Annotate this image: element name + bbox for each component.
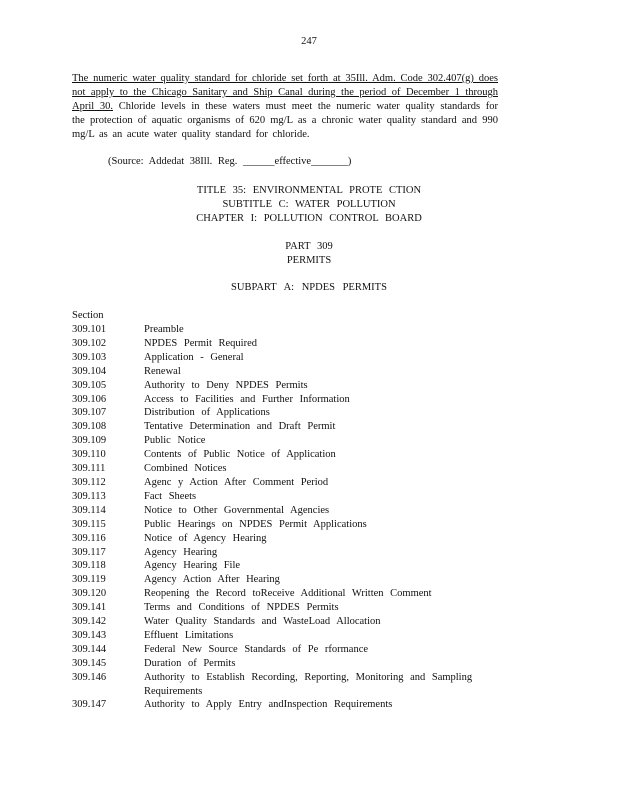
section-number: 309.145 xyxy=(72,657,107,669)
toc-row xyxy=(72,462,492,476)
section-number: 309.108 xyxy=(72,421,107,433)
section-number: 309.111 xyxy=(72,463,106,475)
section-title: Application - General xyxy=(144,351,244,363)
section-number: 309.115 xyxy=(72,518,106,530)
section-title: Federal New Source Standards of Pe rformance xyxy=(144,643,369,655)
section-title: Public Hearings on NPDES Permit Applications xyxy=(144,518,367,530)
intro-text: Chloride levels in these waters must meet the numeric water quality standards for the protection of aquatic organisms of 620 mg/L as a chronic water quality standard and 990 mg/L as an acute water quality standard for chloride. xyxy=(72,101,498,140)
section-number: 309.143 xyxy=(72,629,107,641)
toc-row xyxy=(72,601,492,615)
section-title: Agency Hearing xyxy=(144,546,218,558)
toc-row xyxy=(72,490,492,504)
toc-row xyxy=(72,365,492,379)
chapter-line: CHAPTER I: POLLUTION CONTROL BOARD xyxy=(196,213,422,224)
section-number: 309.142 xyxy=(72,616,107,628)
toc-row xyxy=(72,615,492,629)
section-title: Reopening the Record toReceive Additional Written Comment xyxy=(144,588,432,600)
section-number: 309.105 xyxy=(72,379,107,391)
section-number: 309.104 xyxy=(72,365,107,377)
section-column-label: Section xyxy=(72,310,104,321)
subpart-heading: SUBPART A: NPDES PERMITS xyxy=(231,282,387,293)
section-number: 309.107 xyxy=(72,407,107,419)
section-title: Terms and Conditions of NPDES Permits xyxy=(144,602,339,614)
section-number: 309.103 xyxy=(72,351,107,363)
subtitle-line: SUBTITLE C: WATER POLLUTION xyxy=(222,199,396,210)
toc-row xyxy=(72,559,492,573)
section-number: 309.102 xyxy=(72,337,107,349)
section-title: Combined Notices xyxy=(144,463,227,475)
section-number: 309.113 xyxy=(72,490,106,502)
toc-row xyxy=(72,448,492,462)
section-title: Authority to Apply Entry andInspection Requirements xyxy=(144,699,393,711)
section-number: 309.109 xyxy=(72,435,107,447)
section-number: 309.117 xyxy=(72,546,106,558)
section-title: Authority to Deny NPDES Permits xyxy=(144,379,308,391)
toc-row xyxy=(72,337,492,351)
toc-row xyxy=(72,657,492,671)
section-title: Notice to Other Governmental Agencies xyxy=(144,504,330,516)
toc-row xyxy=(72,532,492,546)
section-title: Agency Hearing File xyxy=(144,560,241,572)
toc-row xyxy=(72,323,492,337)
toc-row xyxy=(72,420,492,434)
toc-row xyxy=(72,434,492,448)
toc-row xyxy=(72,643,492,657)
toc-row xyxy=(72,393,492,407)
table-of-contents xyxy=(72,323,492,712)
toc-row xyxy=(72,698,492,712)
part-heading-block xyxy=(0,240,618,268)
part-number: PART 309 xyxy=(285,241,333,252)
section-title: Duration of Permits xyxy=(144,657,236,669)
section-title: Renewal xyxy=(144,365,181,377)
section-number: 309.147 xyxy=(72,699,107,711)
section-number: 309.112 xyxy=(72,476,106,488)
section-number: 309.120 xyxy=(72,588,107,600)
section-number: 309.106 xyxy=(72,393,107,405)
part-name: PERMITS xyxy=(286,255,332,266)
section-title: Notice of Agency Hearing xyxy=(144,532,267,544)
title-line: TITLE 35: ENVIRONMENTAL PROTE CTION xyxy=(196,185,422,196)
page-number: 247 xyxy=(301,36,317,47)
toc-row xyxy=(72,629,492,643)
section-number: 309.110 xyxy=(72,449,106,461)
section-title: Fact Sheets xyxy=(144,490,197,502)
section-title: Preamble xyxy=(144,324,184,335)
toc-row xyxy=(72,671,492,699)
toc-row xyxy=(72,546,492,560)
section-number: 309.146 xyxy=(72,671,107,683)
section-number: 309.119 xyxy=(72,574,106,586)
toc-row xyxy=(72,406,492,420)
intro-paragraph xyxy=(72,72,498,142)
amended-text-underlined: The numeric water quality standard for chloride set forth at 35Ill. Adm. Code 302.407(g) does not apply to the Chicago Sanitary and Ship Canal during the period of December 1 through April 30. xyxy=(72,73,498,112)
toc-row xyxy=(72,379,492,393)
section-number: 309.101 xyxy=(72,324,107,335)
section-number: 309.114 xyxy=(72,504,106,516)
section-number: 309.116 xyxy=(72,532,106,544)
toc-row xyxy=(72,573,492,587)
title-heading-block xyxy=(0,184,618,226)
section-title: NPDES Permit Required xyxy=(144,337,257,349)
toc-row xyxy=(72,476,492,490)
section-title: Agenc y Action After Comment Period xyxy=(144,476,329,488)
section-title: Agency Action After Hearing xyxy=(144,574,280,586)
section-title: Distribution of Applications xyxy=(144,407,270,419)
section-title: Public Notice xyxy=(144,435,206,447)
section-title: Water Quality Standards and WasteLoad Allocation xyxy=(144,616,381,628)
section-number: 309.141 xyxy=(72,602,107,614)
toc-row xyxy=(72,587,492,601)
source-note: (Source: Addedat 38Ill. Reg. ______effective_______) xyxy=(108,156,352,167)
toc-row xyxy=(72,351,492,365)
toc-row xyxy=(72,504,492,518)
section-number: 309.118 xyxy=(72,560,106,572)
section-title: Authority to Establish Recording, Reporting, Monitoring and Sampling Requirements xyxy=(144,671,473,697)
section-title: Access to Facilities and Further Information xyxy=(144,393,350,405)
toc-row xyxy=(72,518,492,532)
section-title: Tentative Determination and Draft Permit xyxy=(144,421,336,433)
section-number: 309.144 xyxy=(72,643,107,655)
section-title: Contents of Public Notice of Application xyxy=(144,449,336,461)
section-title: Effluent Limitations xyxy=(144,629,234,641)
